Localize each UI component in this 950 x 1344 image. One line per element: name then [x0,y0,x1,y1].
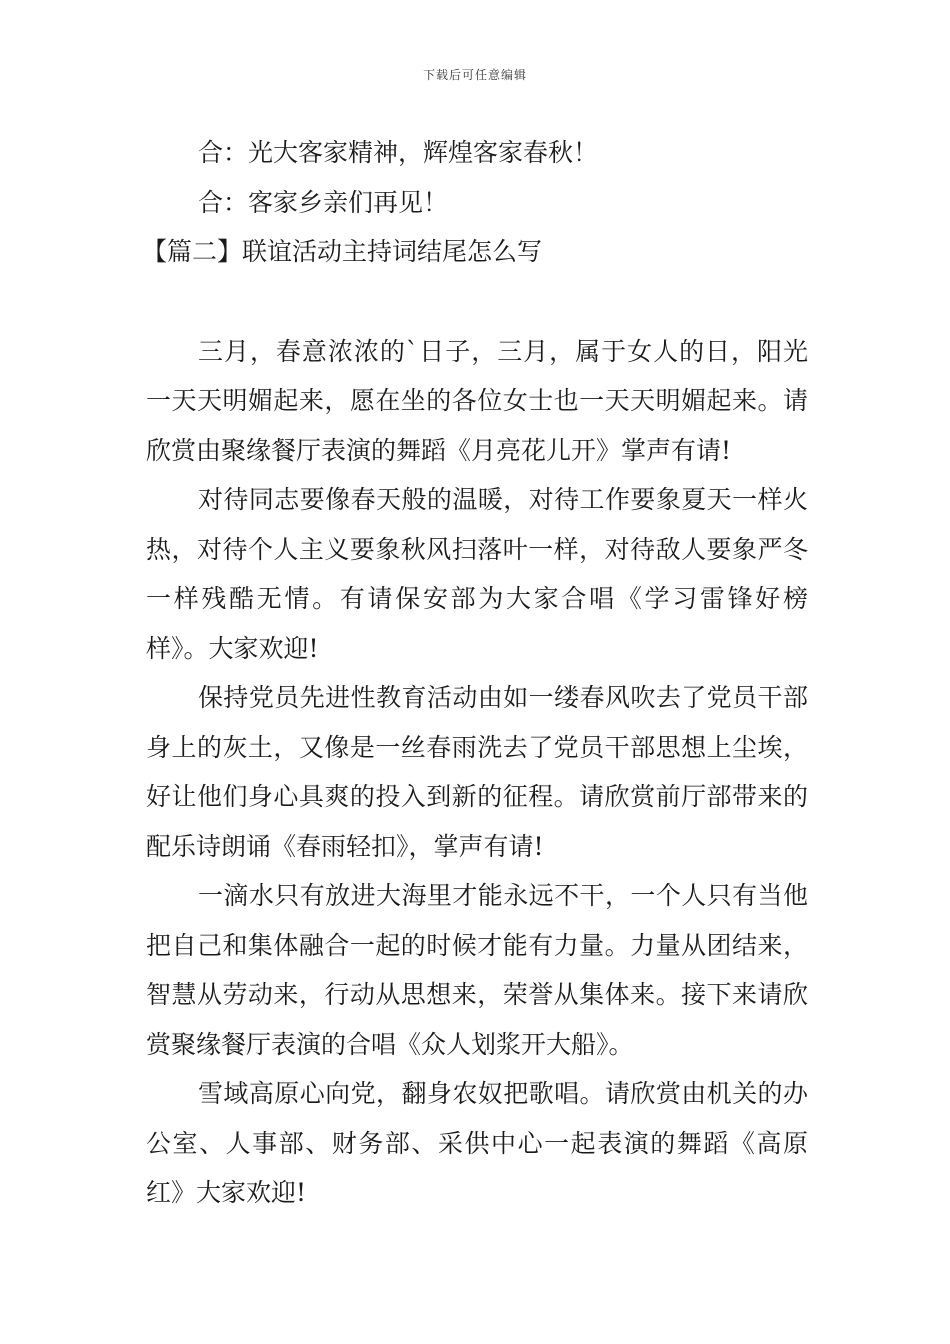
document-body [142,128,808,1218]
closing-line-1: 合：光大客家精神，辉煌客家春秋！ [198,138,599,167]
paragraph-3: 保持党员先进性教育活动由如一缕春风吹去了党员干部身上的灰土，又像是一丝春雨洗去了党员干部思想上尘埃，好让他们身心具爽的投入到新的征程。请欣赏前厅部带来的配乐诗朗诵《春雨轻扣》，掌声有请! [146,683,808,861]
paragraph-2: 对待同志要像春天般的温暖，对待工作要象夏天一样火热，对待个人主义要象秋风扫落叶一样，对待敌人要象严冬一样残酷无情。有请保安部为大家合唱《学习雷锋好榜样》。大家欢迎! [146,485,808,663]
paragraph-1: 三月，春意浓浓的`日子，三月，属于女人的日，阳光一天天明媚起来，愿在坐的各位女士也一天天明媚起来。请欣赏由聚缘餐厅表演的舞蹈《月亮花儿开》掌声有请! [146,336,808,465]
section-heading: 【篇二】联谊活动主持词结尾怎么写 [142,237,543,266]
paragraph-5: 雪域高原心向党，翻身农奴把歌唱。请欣赏由机关的办公室、人事部、财务部、采供中心一起表演的舞蹈《高原红》大家欢迎! [146,1079,808,1207]
blank-line [146,277,808,327]
page-header-note: 下载后可任意编辑 [422,68,527,82]
paragraph-4: 一滴水只有放进大海里才能永远不干，一个人只有当他把自己和集体融合一起的时候才能有力量。力量从团结来，智慧从劳动来，行动从思想来，荣誉从集体来。接下来请欣赏聚缘餐厅表演的合唱《众人划浆开大船》。 [146,881,808,1059]
closing-line-2: 合：客家乡亲们再见！ [198,187,449,217]
